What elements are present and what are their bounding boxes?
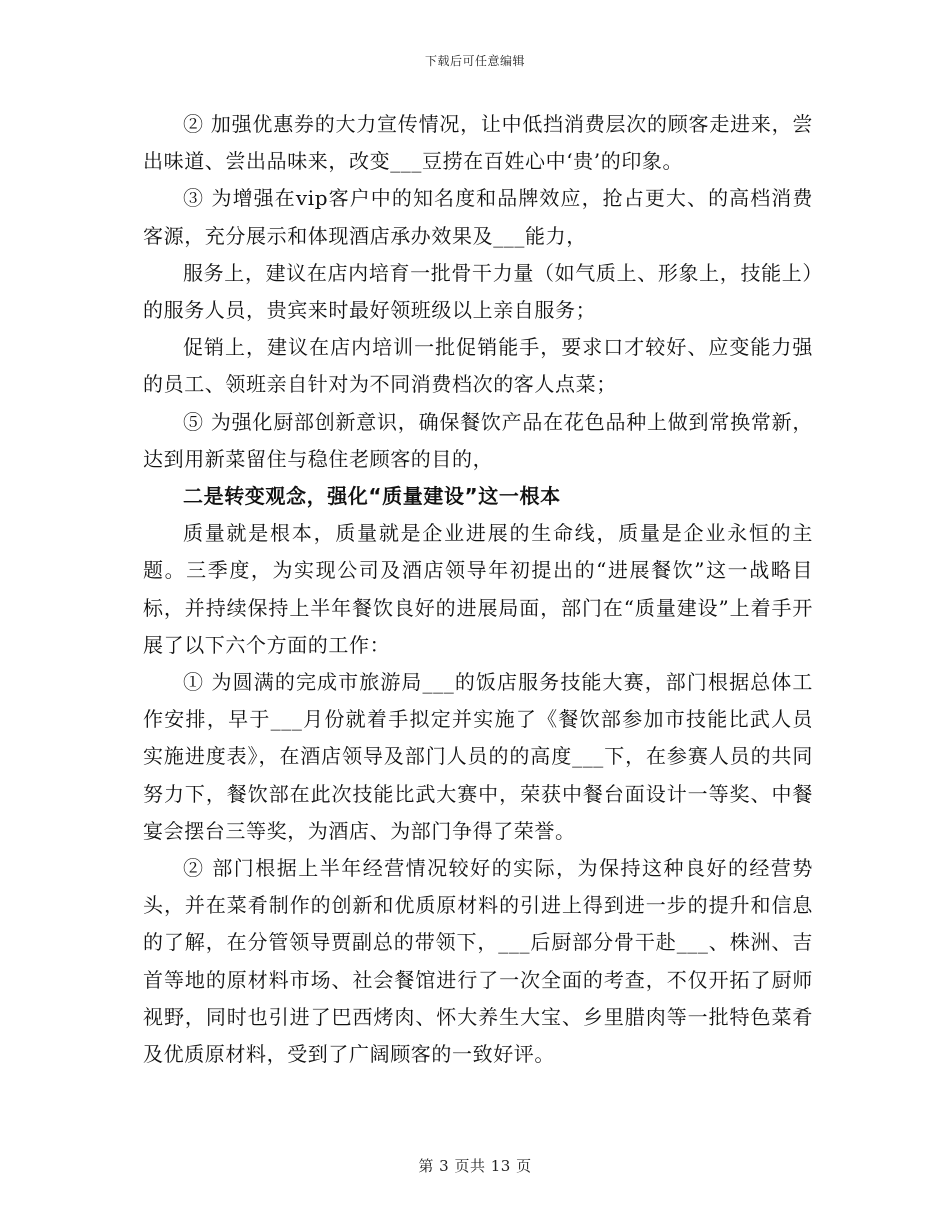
paragraph-skills-contest: ① 为圆满的完成市旅游局___的饭店服务技能大赛，部门根据总体工作安排，早于___月份就着手拟定并实施了《餐饮部参加市技能比武人员实施进度表》，在酒店领导及部门人员的的高度___下，在参赛人员的共同努力下，餐饮部在此次技能比武大赛中，荣获中餐台面设计一等奖、中餐宴会摆台三等奖，为酒店、为部门争得了荣誉。 [143,670,813,843]
paragraph-market-inspection: ② 部门根据上半年经营情况较好的实际，为保持这种良好的经营势头，并在菜肴制作的创新和优质原材料的引进上得到进一步的提升和信息的了解，在分管领导贾副总的带领下，___后厨部分骨干赴___、株洲、吉首等地的原材料市场、社会餐馆进行了一次全面的考查，不仅开拓了厨师视野，同时也引进了巴西烤肉、怀大养生大宝、乡里腊肉等一批特色菜肴及优质原材料，受到了广阔顾客的一致好评。 [143,856,813,1067]
paragraph-kitchen-innovation: ⑤ 为强化厨部创新意识，确保餐饮产品在花色品种上做到常换常新，达到用新菜留住与稳住老顾客的目的， [143,409,813,471]
paragraph-coupon-promotion: ② 加强优惠券的大力宣传情况，让中低挡消费层次的顾客走进来，尝出味道、尝出品味来，改变___豆捞在百姓心中‘贵’的印象。 [143,112,813,174]
page-header: 下载后可任意编辑 [424,54,525,68]
page-footer: 第 3 页共 13 页 [418,1157,532,1175]
paragraph-quality-intro: 质量就是根本，质量就是企业进展的生命线，质量是企业永恒的主题。三季度，为实现公司及酒店领导年初提出的“进展餐饮”这一战略目标，并持续保持上半年餐饮良好的进展局面，部门在“质量建设”上着手开展了以下六个方面的工作： [143,521,813,657]
paragraph-service: 服务上，建议在店内培育一批骨干力量（如气质上、形象上，技能上）的服务人员，贵宾来时最好领班级以上亲自服务； [143,260,813,323]
paragraph-vip-brand: ③ 为增强在vip客户中的知名度和品牌效应，抢占更大、的高档消费客源，充分展示和体现酒店承办效果及___能力， [143,186,813,248]
document-body [143,106,813,1073]
paragraph-promotion: 促销上，建议在店内培训一批促销能手，要求口才较好、应变能力强的员工、领班亲自针对为不同消费档次的客人点菜； [143,335,813,397]
section-heading-quality: 二是转变观念，强化“质量建设”这一根本 [183,484,561,509]
